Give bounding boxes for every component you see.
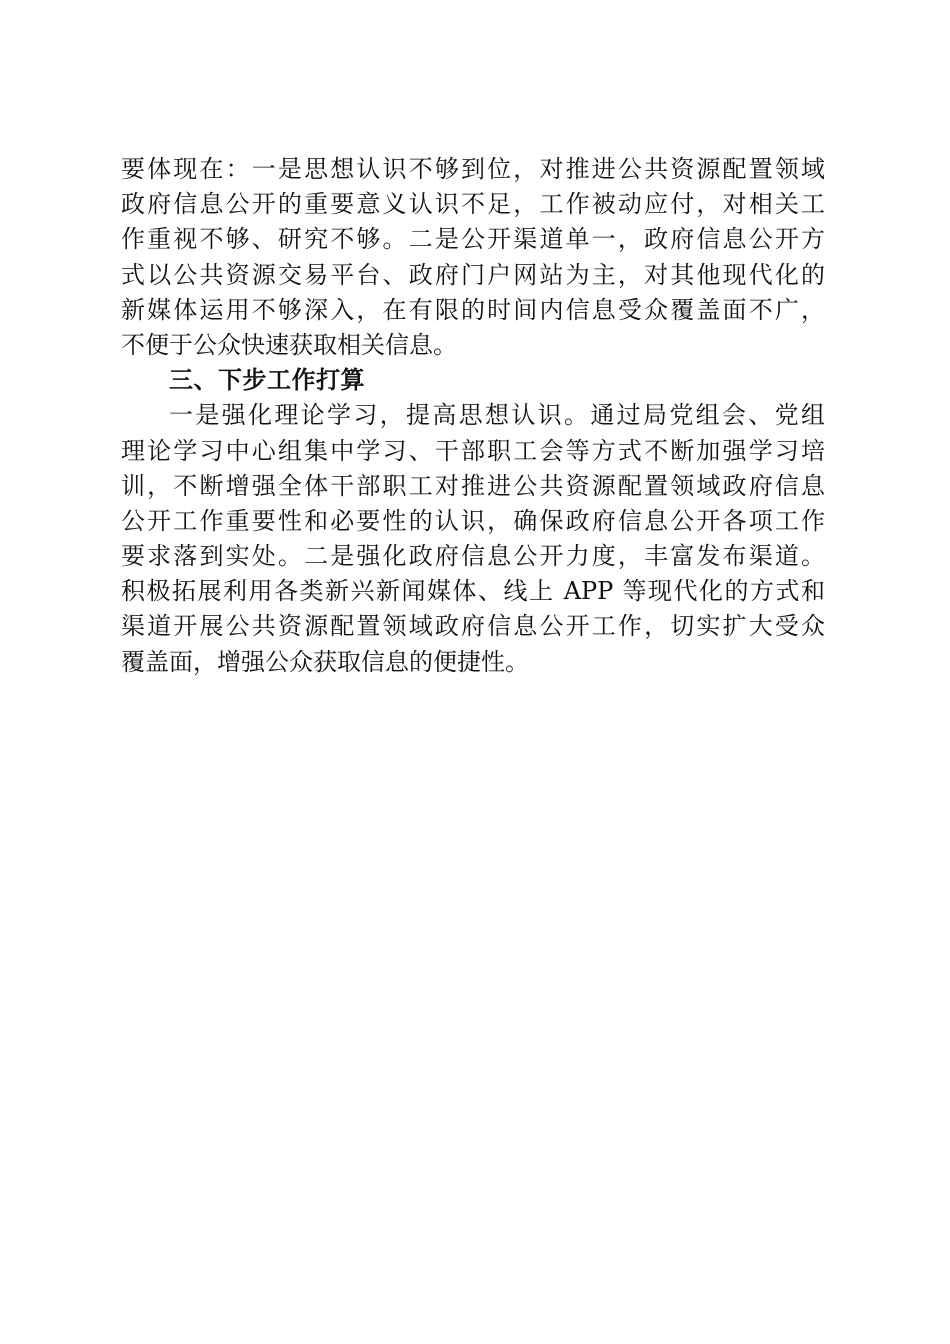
text-line: 训，不断增强全体干部职工对推进公共资源配置领域政府信息: [121, 471, 825, 500]
text-line: 要求落到实处。二是强化政府信息公开力度，丰富发布渠道。: [121, 542, 825, 571]
paragraph-problems: [121, 152, 825, 363]
text-line: 政府信息公开的重要意义认识不足，工作被动应付，对相关工: [121, 190, 825, 219]
text-line: 式以公共资源交易平台、政府门户网站为主，对其他现代化的: [121, 260, 825, 289]
text-line: 新媒体运用不够深入，在有限的时间内信息受众覆盖面不广，: [121, 295, 825, 324]
document-body: [121, 152, 825, 680]
text-line: 作重视不够、研究不够。二是公开渠道单一，政府信息公开方: [121, 225, 825, 254]
paragraph-next-steps: [121, 398, 825, 680]
section-heading: 三、下步工作打算: [169, 366, 365, 395]
text-line: 不便于公众快速获取相关信息。: [121, 330, 457, 359]
text-line: 公开工作重要性和必要性的认识，确保政府信息公开各项工作: [121, 506, 825, 535]
text-line: 一是强化理论学习，提高思想认识。通过局党组会、党组: [169, 401, 825, 430]
text-line: 理论学习中心组集中学习、干部职工会等方式不断加强学习培: [121, 436, 825, 465]
text-line: 渠道开展公共资源配置领域政府信息公开工作，切实扩大受众: [121, 612, 825, 641]
text-line: 要体现在：一是思想认识不够到位，对推进公共资源配置领域: [121, 155, 825, 183]
text-line: 积极拓展利用各类新兴新闻媒体、线上 APP 等现代化的方式和: [121, 577, 825, 606]
text-line: 覆盖面，增强公众获取信息的便捷性。: [121, 647, 529, 676]
